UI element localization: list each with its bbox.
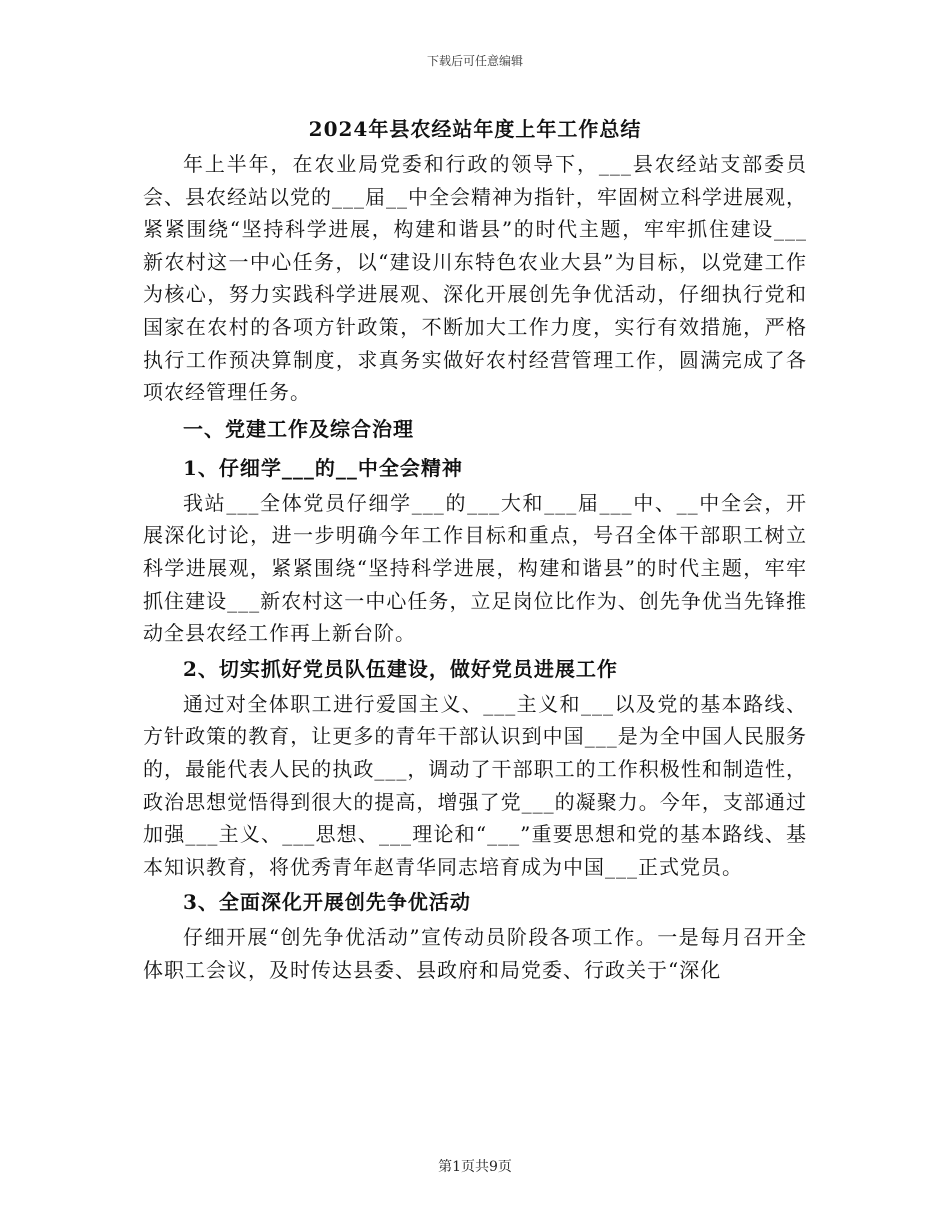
- document-body: [143, 148, 807, 986]
- section-heading-party-building: 一、党建工作及综合治理: [183, 416, 414, 441]
- page-footer: 第1页共9页: [438, 1159, 512, 1175]
- subsection-heading-1: 1、仔细学___的__中全会精神: [183, 455, 463, 480]
- subsection-paragraph-3: 仔细开展“创先争优活动”宣传动员阶段各项工作。一是每月召开全体职工会议，及时传达县委、县政府和局党委、行政关于“深化: [143, 925, 807, 982]
- subsection-heading-2: 2、切实抓好党员队伍建设，做好党员进展工作: [183, 656, 618, 681]
- header-note: 下载后可任意编辑: [426, 54, 523, 68]
- document-title: 2024年县农经站年度上年工作总结: [308, 117, 642, 141]
- subsection-paragraph-1: 我站___全体党员仔细学___的___大和___届___中、__中全会，开展深化讨论，进一步明确今年工作目标和重点，号召全体干部职工树立科学进展观，紧紧围绕“坚持科学进展，构建和谐县”的时代主题，牢牢抓住建设___新农村这一中心任务，立足岗位比作为、创先争优当先锋推动全县农经工作再上新台阶。: [143, 490, 807, 646]
- subsection-paragraph-2: 通过对全体职工进行爱国主义、___主义和___以及党的基本路线、方针政策的教育，让更多的青年干部认识到中国___是为全中国人民服务的，最能代表人民的执政___，调动了干部职工的工作积极性和制造性，政治思想觉悟得到很大的提高，增强了党___的凝聚力。今年，支部通过加强___主义、___思想、___理论和“___”重要思想和党的基本路线、基本知识教育，将优秀青年赵青华同志培育成为中国___正式党员。: [143, 691, 807, 879]
- intro-paragraph: 年上半年，在农业局党委和行政的领导下，___县农经站支部委员会、县农经站以党的___届__中全会精神为指针，牢固树立科学进展观，紧紧围绕“坚持科学进展，构建和谐县”的时代主题，牢牢抓住建设___新农村这一中心任务，以“建设川东特色农业大县”为目标，以党建工作为核心，努力实践科学进展观、深化开展创先争优活动，仔细执行党和国家在农村的各项方针政策，不断加大工作力度，实行有效措施，严格执行工作预决算制度，求真务实做好农村经营管理工作，圆满完成了各项农经管理任务。: [143, 152, 807, 405]
- subsection-heading-3: 3、全面深化开展创先争优活动: [183, 890, 471, 915]
